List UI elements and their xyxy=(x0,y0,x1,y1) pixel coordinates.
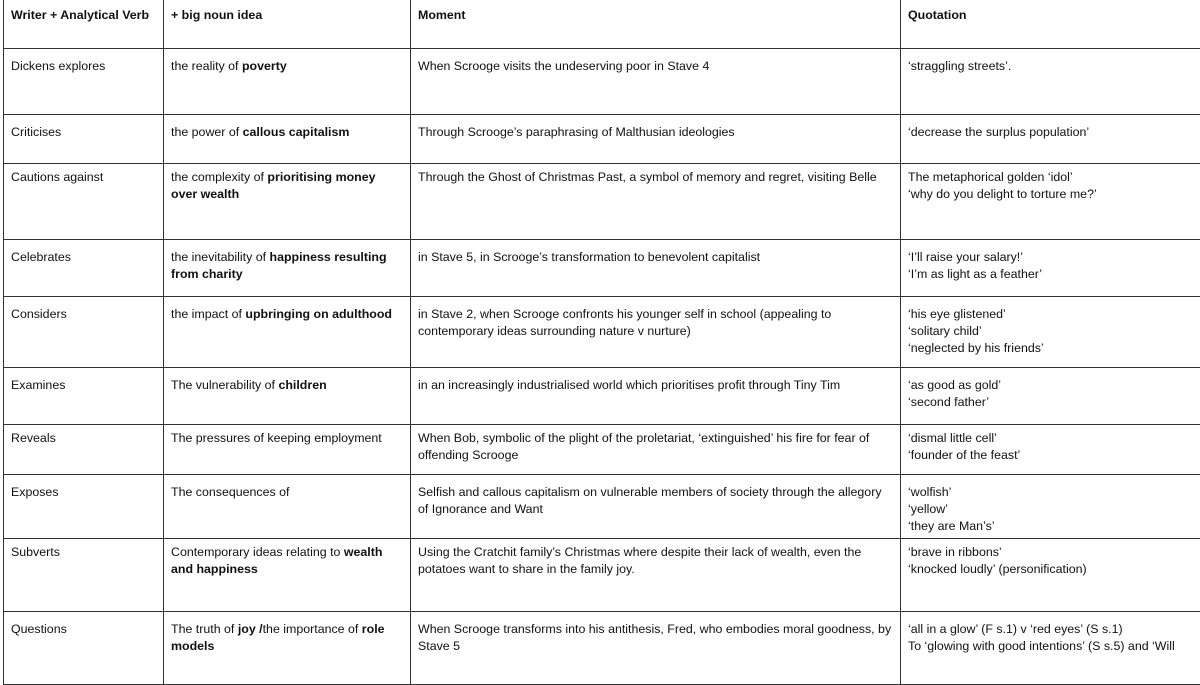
header-writer-verb: Writer + Analytical Verb xyxy=(4,0,164,49)
quote-cell: ‘as good as gold’ ‘second father’ xyxy=(901,368,1200,425)
verb-cell: Subverts xyxy=(4,539,164,612)
idea-cell: the power of callous capitalism xyxy=(164,115,411,164)
moment-cell: When Bob, symbolic of the plight of the proletariat, ‘extinguished’ his fire for fear of offending Scrooge xyxy=(411,425,901,475)
quote-cell: ‘all in a glow’ (F s.1) v ‘red eyes’ (S s.1) To ‘glowing with good intentions’ (S s.5) and ‘Will xyxy=(901,612,1200,685)
header-noun-idea: + big noun idea xyxy=(164,0,411,49)
header-quotation: Quotation xyxy=(901,0,1200,49)
table-row xyxy=(4,164,1200,240)
verb-cell: Examines xyxy=(4,368,164,425)
idea-cell: The pressures of keeping employment xyxy=(164,425,411,475)
analysis-table xyxy=(3,0,1200,685)
idea-cell: Contemporary ideas relating to wealth and happiness xyxy=(164,539,411,612)
moment-cell: When Scrooge transforms into his antithesis, Fred, who embodies moral goodness, by Stave 5 xyxy=(411,612,901,685)
moment-cell: Selfish and callous capitalism on vulnerable members of society through the allegory of Ignorance and Want xyxy=(411,475,901,539)
verb-cell: Exposes xyxy=(4,475,164,539)
header-row xyxy=(4,0,1200,49)
idea-cell: The truth of joy /the importance of role models xyxy=(164,612,411,685)
verb-cell: Cautions against xyxy=(4,164,164,240)
table-row xyxy=(4,49,1200,115)
idea-cell: the impact of upbringing on adulthood xyxy=(164,297,411,368)
table-row xyxy=(4,115,1200,164)
table-row xyxy=(4,297,1200,368)
verb-cell: Criticises xyxy=(4,115,164,164)
quote-cell: ‘brave in ribbons’ ‘knocked loudly’ (personification) xyxy=(901,539,1200,612)
verb-cell: Reveals xyxy=(4,425,164,475)
verb-cell: Considers xyxy=(4,297,164,368)
idea-cell: the complexity of prioritising money over wealth xyxy=(164,164,411,240)
verb-cell: Questions xyxy=(4,612,164,685)
idea-cell: The vulnerability of children xyxy=(164,368,411,425)
moment-cell: in Stave 2, when Scrooge confronts his younger self in school (appealing to contemporary ideas surrounding nature v nurture) xyxy=(411,297,901,368)
quote-cell: ‘straggling streets’. xyxy=(901,49,1200,115)
quote-cell: ‘wolfish’ ‘yellow’ ‘they are Man’s’ xyxy=(901,475,1200,539)
table-row xyxy=(4,475,1200,539)
moment-cell: Using the Cratchit family’s Christmas where despite their lack of wealth, even the potatoes want to share in the family joy. xyxy=(411,539,901,612)
table-row xyxy=(4,240,1200,297)
quote-cell: ‘his eye glistened’ ‘solitary child’ ‘neglected by his friends’ xyxy=(901,297,1200,368)
verb-cell: Celebrates xyxy=(4,240,164,297)
quote-cell: ‘decrease the surplus population’ xyxy=(901,115,1200,164)
moment-cell: in an increasingly industrialised world which prioritises profit through Tiny Tim xyxy=(411,368,901,425)
quote-cell: ‘dismal little cell’ ‘founder of the feast’ xyxy=(901,425,1200,475)
table-row xyxy=(4,612,1200,685)
moment-cell: Through Scrooge’s paraphrasing of Malthusian ideologies xyxy=(411,115,901,164)
moment-cell: When Scrooge visits the undeserving poor in Stave 4 xyxy=(411,49,901,115)
table-row xyxy=(4,539,1200,612)
idea-cell: The consequences of xyxy=(164,475,411,539)
idea-cell: the inevitability of happiness resulting from charity xyxy=(164,240,411,297)
header-moment: Moment xyxy=(411,0,901,49)
moment-cell: in Stave 5, in Scrooge’s transformation to benevolent capitalist xyxy=(411,240,901,297)
quote-cell: ‘I’ll raise your salary!’ ‘I’m as light as a feather’ xyxy=(901,240,1200,297)
table-row xyxy=(4,425,1200,475)
verb-cell: Dickens explores xyxy=(4,49,164,115)
table-row xyxy=(4,368,1200,425)
moment-cell: Through the Ghost of Christmas Past, a symbol of memory and regret, visiting Belle xyxy=(411,164,901,240)
idea-cell: the reality of poverty xyxy=(164,49,411,115)
quote-cell: The metaphorical golden ‘idol’ ‘why do you delight to torture me?’ xyxy=(901,164,1200,240)
